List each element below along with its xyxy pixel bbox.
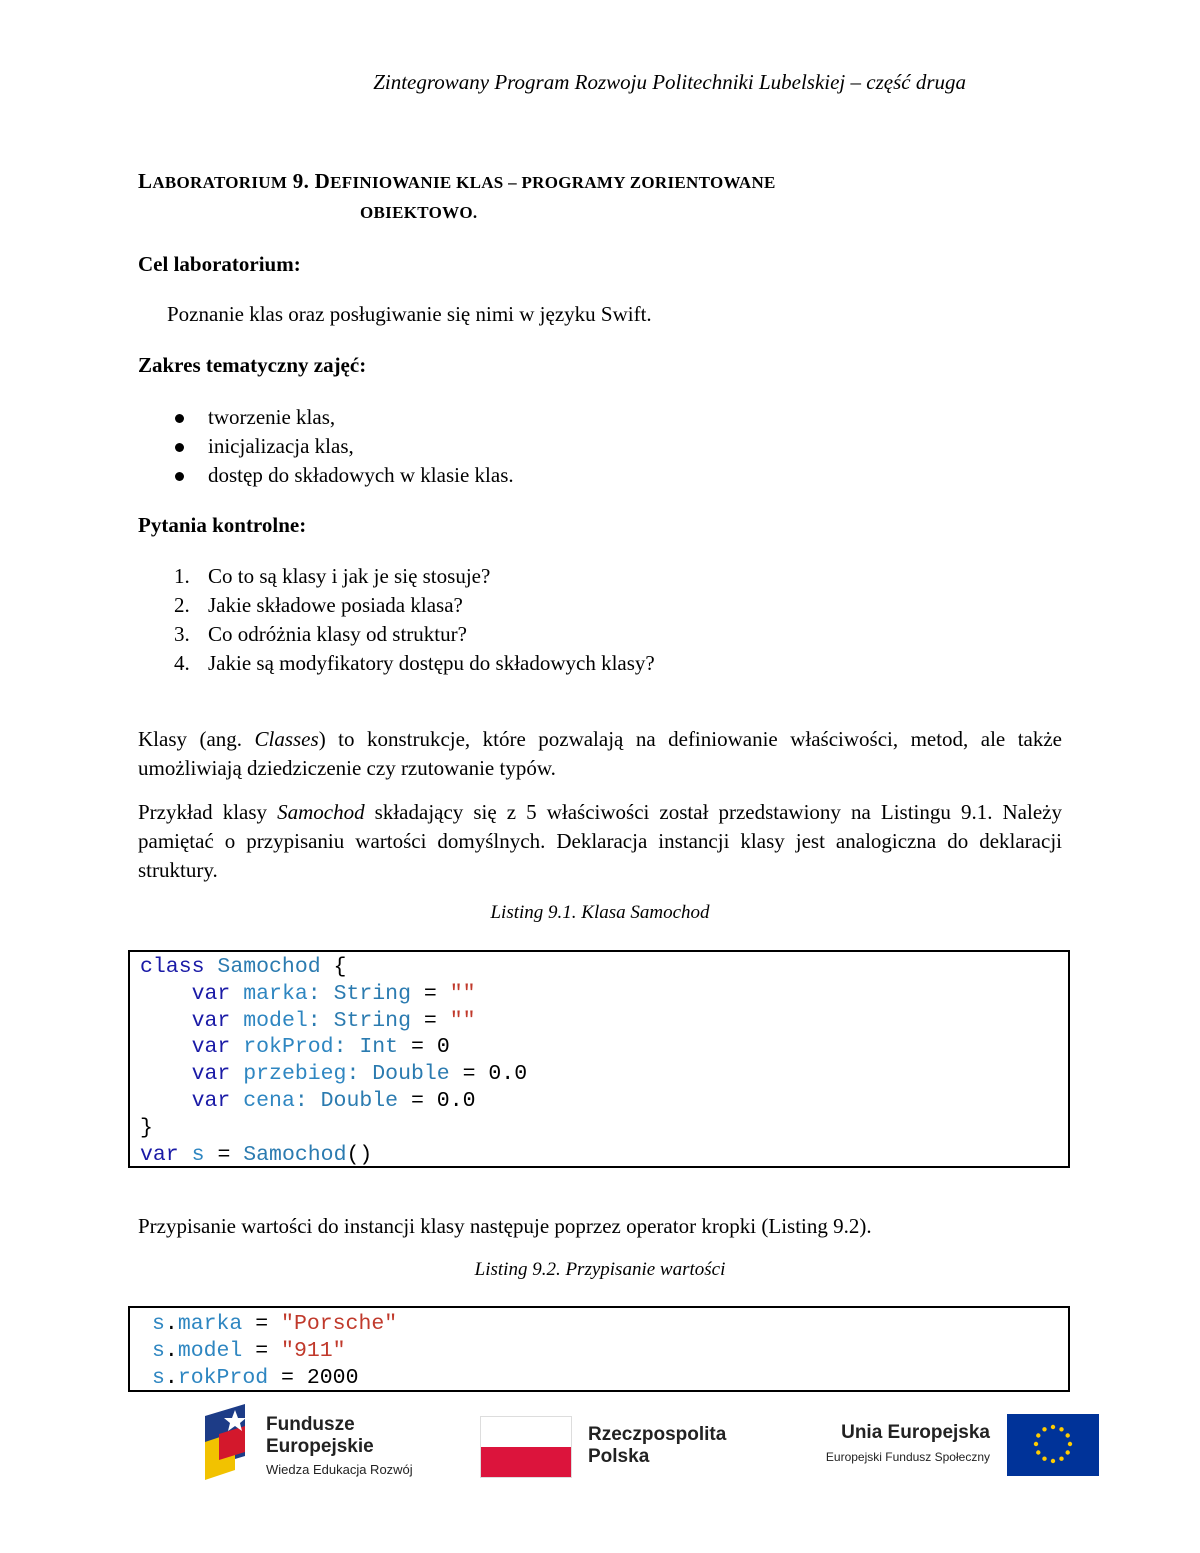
code-line: s.rokProd = 2000 [152,1365,359,1390]
listing-1-code [128,950,1070,1168]
listing-1-caption: Listing 9.1. Klasa Samochod [490,902,710,923]
assignment-paragraph: Przypisanie wartości do instancji klasy następuje poprzez operator kropki (Listing 9.2). [138,1214,872,1238]
fundusze-europejskie-text: Fundusze Europejskie Wiedza Edukacja Rozwój [266,1414,413,1477]
goal-text: Poznanie klas oraz posługiwanie się nimi w języku Swift. [167,302,652,326]
list-item: tworzenie klas, [170,403,514,432]
eu-flag [1007,1414,1099,1476]
code-line: var cena: Double = 0.0 [191,1088,476,1113]
list-item: 4. Jakie są modyfikatory dostępu do składowych klasy? [174,651,655,675]
listing-2-caption: Listing 9.2. Przypisanie wartości [474,1259,726,1280]
list-item: 2. Jakie składowe posiada klasa? [174,593,463,617]
polish-flag [480,1416,572,1478]
code-line: var rokProd: Int = 0 [191,1035,450,1060]
intro-paragraph-1: Klasy (ang. Classes) to konstrukcje, które pozwalają na definiowanie właściwości, metod, ale także umożliwiają dziedziczenie czy rzutowanie typów. [138,727,1063,780]
rzeczpospolita-text: Rzeczpospolita Polska [588,1424,727,1467]
fundusze-europejskie-logo [205,1404,257,1484]
code-line: var s = Samochod() [140,1142,373,1167]
list-item: dostęp do składowych w klasie klas. [170,461,514,490]
scope-list [170,403,514,490]
list-item: inicjalizacja klas, [170,432,514,461]
goal-heading: Cel laboratorium: [138,252,301,276]
intro-paragraph-2: Przykład klasy Samochod składający się z 5 właściwości został przedstawiony na Listingu 9.1. Należy pamiętać o przypisaniu wartości domyślnych. Deklaracja instancji klasy jest analogiczna do deklaracji struktury. [138,800,1062,882]
list-item: 3. Co odróżnia klasy od struktur? [174,622,467,646]
running-header: Zintegrowany Program Rozwoju Politechniki Lubelskiej – część druga [373,70,966,94]
list-item: 1. Co to są klasy i jak je się stosuje? [174,564,491,588]
page-title: LABORATORIUM 9. DEFINIOWANIE KLAS – PROGRAMY ZORIENTOWANE OBIEKTOWO. [138,166,998,228]
unia-europejska-text: Unia Europejska Europejski Fundusz Społeczny [825,1422,990,1464]
code-line: class Samochod { [140,955,347,979]
listing-2-code [128,1306,1070,1392]
code-line: var marka: String = "" [191,981,476,1006]
code-line: } [140,1115,153,1140]
page-title-line2: OBIEKTOWO. [360,203,478,222]
scope-heading: Zakres tematyczny zajęć: [138,353,367,377]
questions-list [170,562,655,678]
code-line: var przebieg: Double = 0.0 [191,1062,528,1087]
questions-heading: Pytania kontrolne: [138,513,307,537]
funding-footer [0,1404,1200,1494]
code-line: var model: String = "" [191,1008,476,1033]
code-line: s.marka = "Porsche" [152,1312,398,1336]
code-line: s.model = "911" [152,1338,346,1363]
